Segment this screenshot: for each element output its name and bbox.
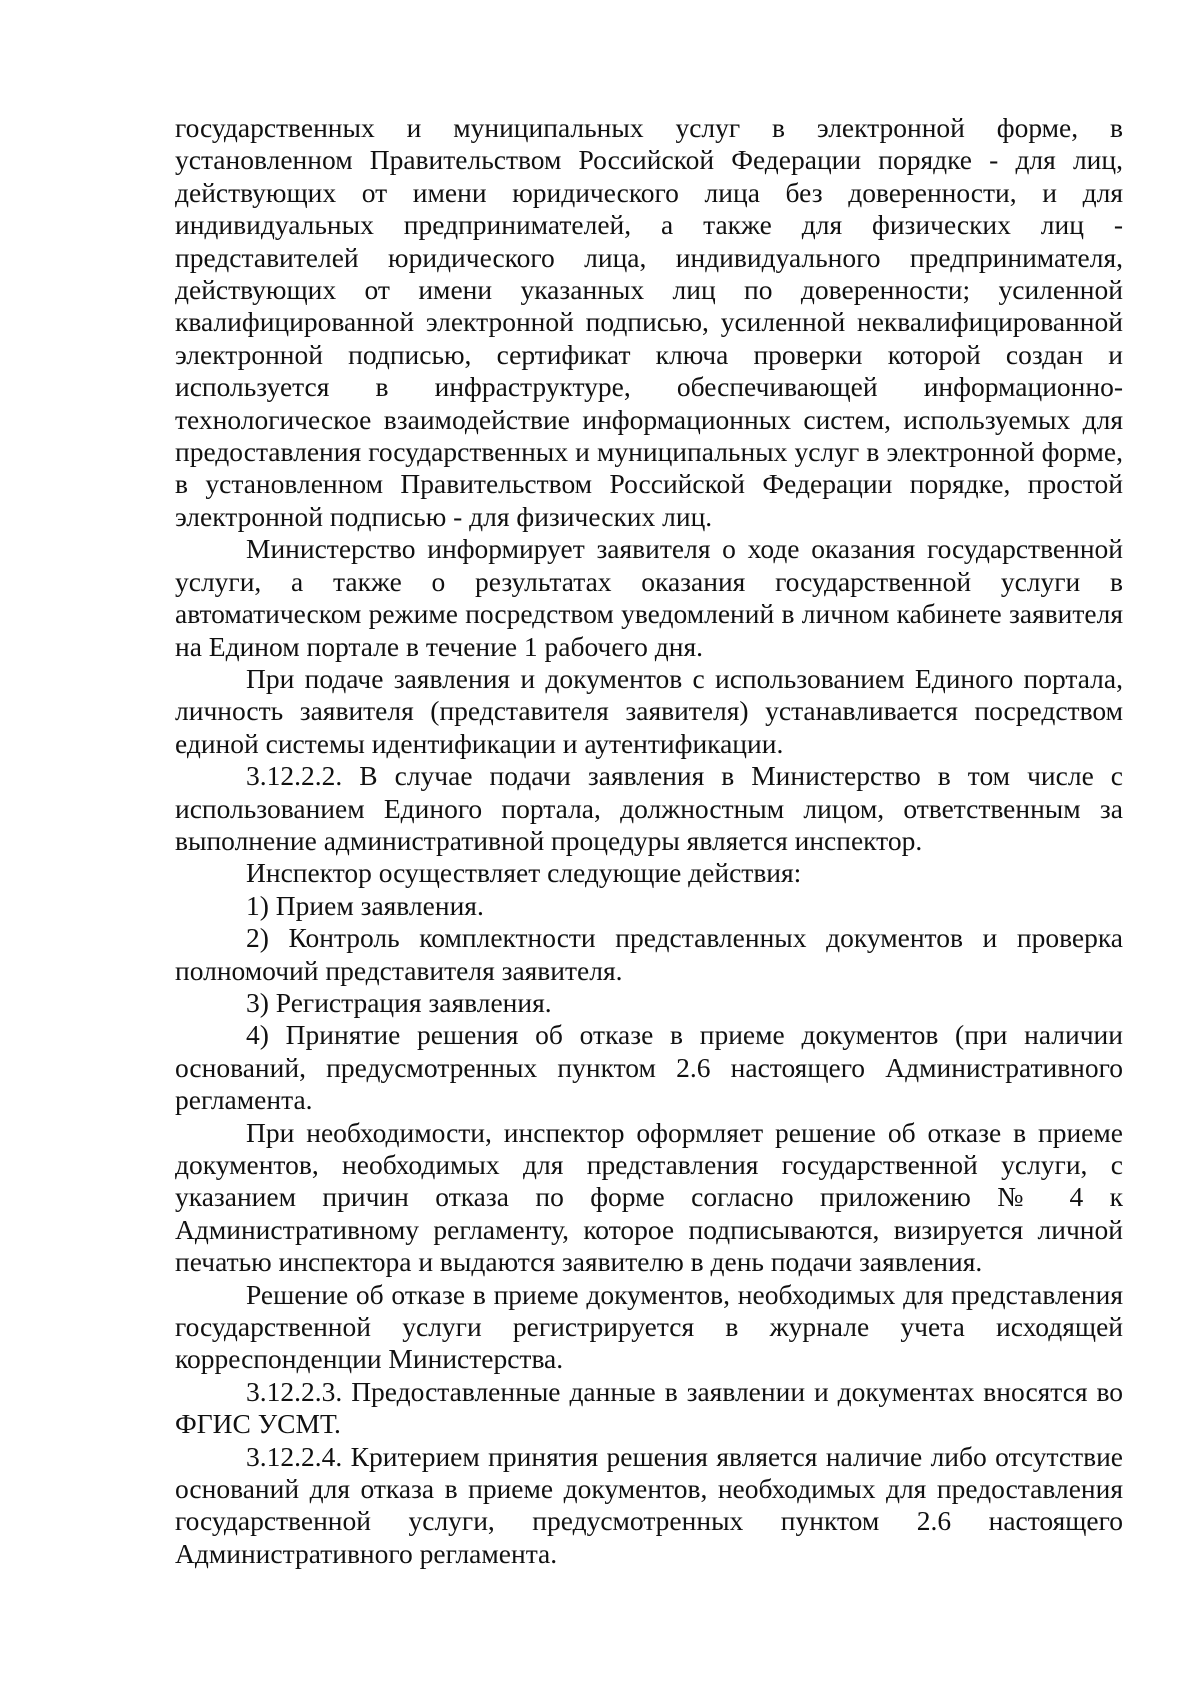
paragraph-3-12-2-3: 3.12.2.3. Предоставленные данные в заявлении и документах вносятся во ФГИС УСМТ. bbox=[175, 1375, 1123, 1440]
list-item-4: 4) Принятие решения об отказе в приеме документов (при наличии оснований, предусмотренных пунктом 2.6 настоящего Административного регламента. bbox=[175, 1019, 1123, 1116]
paragraph-continuation: государственных и муниципальных услуг в электронной форме, в установленном Правительством Российской Федерации порядке - для лиц, действующих от имени юридического лица без доверенности, и для индивидуальных предпринимателей, а также для физических лиц - представителей юридического лица, индивидуального предпринимателя, действующих от имени указанных лиц по доверенности; усиленной квалифицированной электронной подписью, усиленной неквалифицированной электронной подписью, сертификат ключа проверки которой создан и используется в инфраструктуре, обеспечивающей информационно-технологическое взаимодействие информационных систем, используемых для предоставления государственных и муниципальных услуг в электронной форме, в установленном Правительством Российской Федерации порядке, простой электронной подписью - для физических лиц. bbox=[175, 112, 1123, 532]
paragraph-inspector-actions: Инспектор осуществляет следующие действия: bbox=[246, 857, 802, 889]
list-item-1: 1) Прием заявления. bbox=[246, 889, 484, 921]
paragraph-identity-verification: При подаче заявления и документов с использованием Единого портала, личность заявителя (представителя заявителя) устанавливается посредством единой системы идентификации и аутентификации. bbox=[175, 662, 1123, 759]
list-item-3: 3) Регистрация заявления. bbox=[246, 986, 552, 1018]
list-item-2: 2) Контроль комплектности представленных документов и проверка полномочий представителя заявителя. bbox=[175, 922, 1123, 986]
document-body bbox=[175, 112, 1123, 1570]
paragraph-ministry-informs: Министерство информирует заявителя о ходе оказания государственной услуги, а также о результатах оказания государственной услуги в автоматическом режиме посредством уведомлений в личном кабинете заявителя на Едином портале в течение 1 рабочего дня. bbox=[175, 533, 1123, 662]
paragraph-refusal-decision: При необходимости, инспектор оформляет решение об отказе в приеме документов, необходимых для представления государственной услуги, с указанием причин отказа по форме согласно приложению № 4 к Административному регламенту, которое подписываются, визируется личной печатью инспектора и выдаются заявителю в день подачи заявления. bbox=[175, 1116, 1123, 1278]
paragraph-3-12-2-2: 3.12.2.2. В случае подачи заявления в Министерство в том числе с использованием Единого портала, должностным лицом, ответственным за выполнение административной процедуры является инспектор. bbox=[175, 760, 1123, 856]
paragraph-3-12-2-4: 3.12.2.4. Критерием принятия решения является наличие либо отсутствие оснований для отказа в приеме документов, необходимых для предоставления государственной услуги, предусмотренных пунктом 2.6 настоящего Административного регламента. bbox=[175, 1440, 1123, 1569]
paragraph-refusal-registration: Решение об отказе в приеме документов, необходимых для представления государственной услуги регистрируется в журнале учета исходящей корреспонденции Министерства. bbox=[175, 1278, 1123, 1375]
